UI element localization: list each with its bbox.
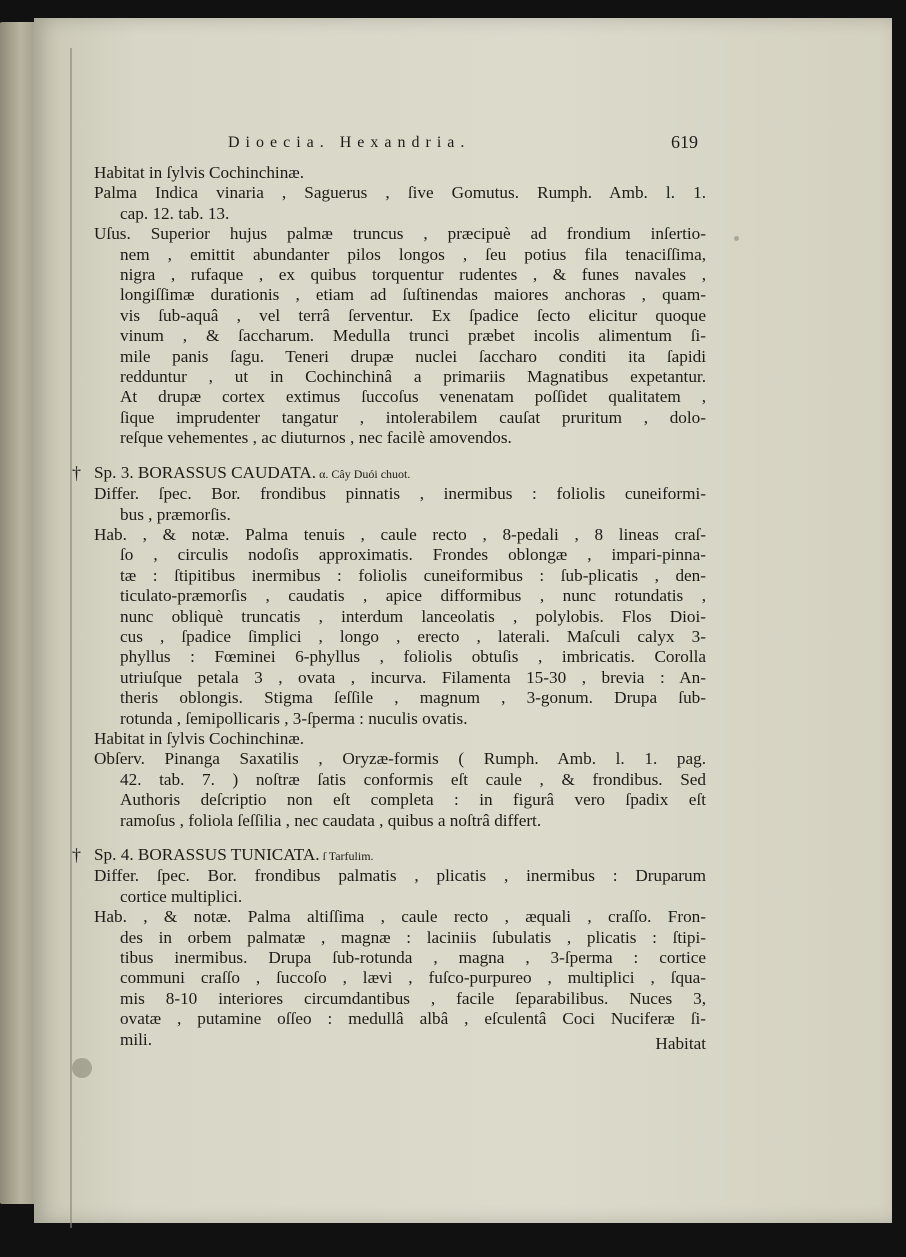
text-line: 42. tab. 7. ) noſtræ ſatis conformis eſt caule , & frondibus. Sed [120,769,706,789]
text-line: theris oblongis. Stigma ſeſſile , magnum , 3-gonum. Drupa ſub- [120,688,706,708]
stain-mark [734,236,739,241]
catchword: Habitat [655,1034,706,1053]
page-number: 619 [671,132,698,152]
text-line: nem , emittit abundanter pilos longos , ſeu potius fila tenaciſſima, [120,244,706,264]
gutter-shadow [70,48,72,1228]
text-line: Habitat in ſylvis Cochinchinæ. [94,728,305,748]
text-line: Habitat in ſylvis Cochinchinæ. [94,163,305,182]
text-line: Hab. , & notæ. Palma tenuis , caule recto , 8-pedali , 8 lineas craſ- [94,524,706,544]
text-line: tæ : ſtipitibus inermibus : foliolis cuneiformibus : ſub-plicatis , den- [120,565,706,585]
text-line: phyllus : Fœminei 6-phyllus , foliolis obtuſis , imbricatis. Corolla [120,647,706,667]
text-line: ramoſus , foliola ſeſſilia , nec caudata , quibus a noſtrâ differt. [120,810,542,830]
text-line: mile panis ſagu. Teneri drupæ nuclei ſaccharo conditi ita ſapidi [120,346,706,366]
text-line: mis 8-10 interiores circumdantibus , facile ſeparabilibus. Nuces 3, [120,988,706,1008]
text-line: Palma Indica vinaria , Saguerus , ſive Gomutus. Rumph. Amb. l. 1. [94,183,706,203]
text-line: cap. 12. tab. 13. [120,203,230,223]
text-line: bus , præmorſis. [120,504,231,524]
text-line: Authoris deſcriptio non eſt completa : in figurâ vero ſpadix eſt [120,790,706,810]
text-line: communi craſſo , ſuccoſo , lævi , fuſco-purpureo , multiplici , ſqua- [120,968,706,988]
facing-page-edge [0,22,34,1204]
text-line: utriuſque petala 3 , ovata , incurva. Filamenta 15-30 , brevia : An- [120,667,706,687]
running-title: Dioecia. Hexandria. [228,134,471,151]
text-line: nunc obliquè truncatis , interdum lanceolatis , polylobis. Flos Dioi- [120,606,706,626]
text-line: ovatæ , putamine oſſeo : medullâ albâ , eſculentâ Coci Nuciferæ ſi- [120,1009,706,1029]
text-line: Uſus. Superior hujus palmæ truncus , præcipuè ad frondium inſertio- [94,224,706,244]
catchword-wrap [94,1034,706,1054]
text-line: ſo , circulis nodoſis approximatis. Frondes oblongæ , impari-pinna- [120,545,706,565]
text-line: Obſerv. Pinanga Saxatilis , Oryzæ-formis ( Rumph. Amb. l. 1. pag. [94,749,706,769]
text-line: reſque vehementes , ac diuturnos , nec facilè amovendos. [120,428,512,448]
text-line: mili. [120,1029,152,1049]
text-line: rotunda , ſemipollicaris , 3-ſperma : nuculis ovatis. [120,708,468,728]
text-line: nigra , rufaque , ex quibus torquentur rudentes , & funes navales , [120,265,706,285]
text-line: vinum , & ſaccharum. Medulla trunci præbet incolis alimentum ſi- [120,326,706,346]
text-line: ticulato-præmorſis , caudatis , apice difformibus , nunc rotundatis , [120,586,706,606]
species-heading: † Sp. 4. BORASSUS TUNICATA. ſ Tarfulim. [72,845,374,865]
text-line: longiſſimæ durationis , etiam ad ſuſtinendas maiores anchoras , quam- [120,285,706,305]
text-line: ſique imprudenter tangatur , intolerabilem cauſat pruritum , dolo- [120,407,706,427]
text-line: vis ſub-aquâ , vel terrâ ſerventur. Ex ſpadice ſecto elicitur quoque [120,305,706,325]
text-line: tibus inermibus. Drupa ſub-rotunda , magna , 3-ſperma : cortice [120,948,706,968]
text-line: Differ. ſpec. Bor. frondibus pinnatis , inermibus : foliolis cuneiformi- [94,484,706,504]
species-heading: † Sp. 3. BORASSUS CAUDATA. α. Cây Duói chuot. [72,462,411,483]
text-line: redduntur , ut in Cochinchinâ a primariis Magnatibus expetantur. [120,367,706,387]
text-line: Hab. , & notæ. Palma altiſſima , caule recto , æquali , craſſo. Fron- [94,907,706,927]
dagger-mark: † [72,462,81,483]
text-line: Differ. ſpec. Bor. frondibus palmatis , plicatis , inermibus : Druparum [94,866,706,886]
dagger-mark: † [72,845,81,865]
text-line: des in orbem palmatæ , magnæ : laciniis ſubulatis , plicatis : ſtipi- [120,927,706,947]
vernacular-note: α. Cây Duói chuot. [316,466,411,481]
page-text [72,163,706,1050]
text-line: At drupæ cortex extimus ſuccoſus venenatam poſſidet qualitatem , [120,387,706,407]
running-header [228,134,698,152]
text-line: cortice multiplici. [120,886,243,906]
text-line: cus , ſpadice ſimplici , longo , erecto , laterali. Maſculi calyx 3- [120,626,706,646]
stain-mark [72,1058,92,1078]
vernacular-note: ſ Tarfulim. [319,849,374,863]
